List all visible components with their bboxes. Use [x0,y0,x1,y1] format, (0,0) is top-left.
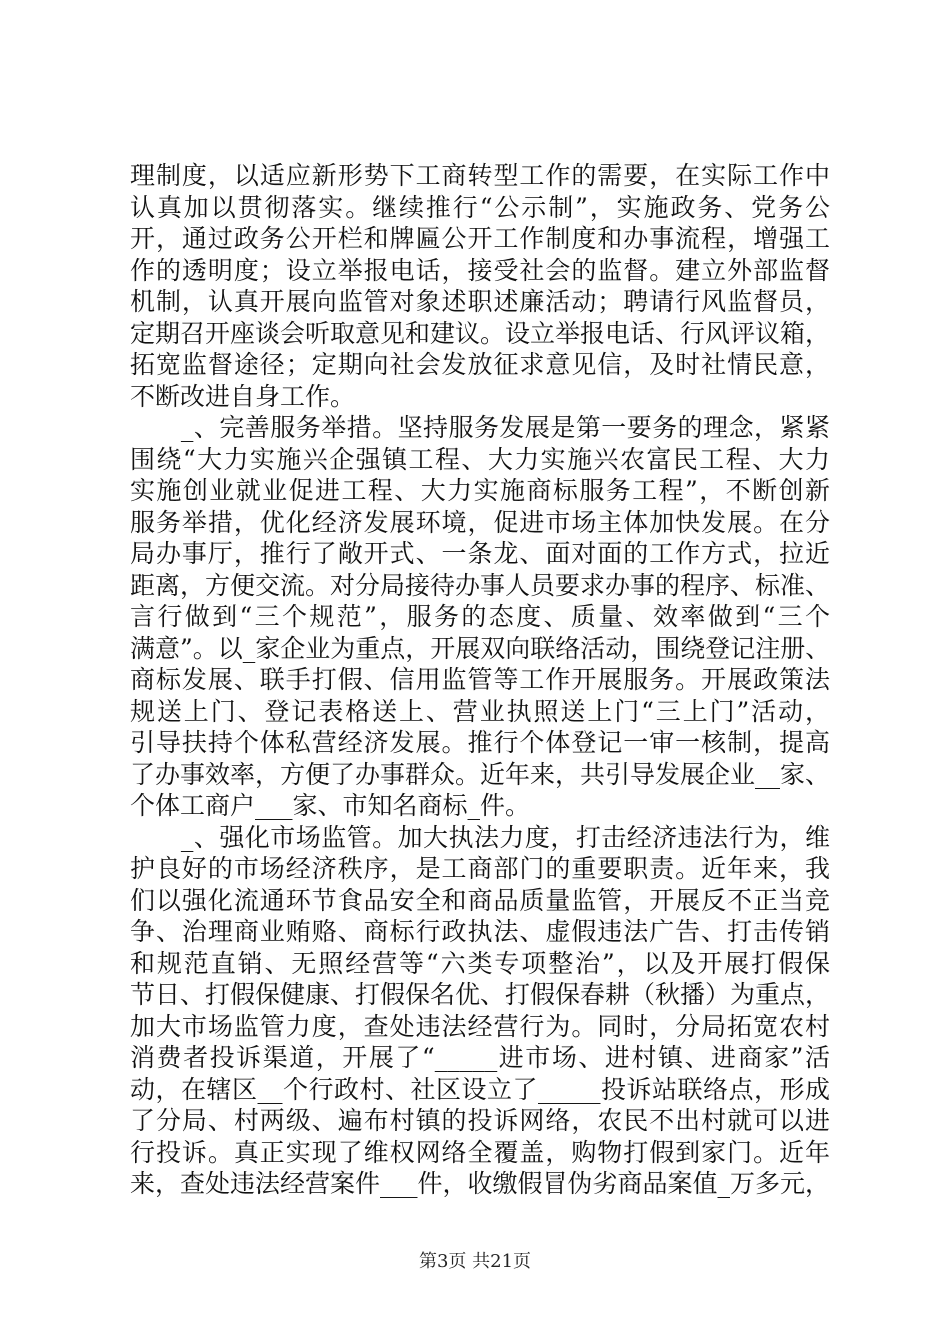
text-line [130,381,830,413]
text-line [130,633,830,665]
text-line-content: 定期召开座谈会听取意见和建议。设立举报电话、行风评议箱， [130,318,831,348]
text-line-content: 个体工商户___家、市知名商标_件。 [130,791,531,820]
text-line-content: 言行做到“三个规范”，服务的态度、质量、效率做到“三个 [130,602,830,631]
text-line-content: _、完善服务举措。坚持服务发展是第一要务的理念，紧紧 [130,413,830,442]
text-line [130,853,830,885]
text-line-content: 规送上门、登记表格送上、营业执照送上门“三上门”活动， [130,696,830,726]
text-line-content: 来，查处违法经营案件___件，收缴假冒伪劣商品案值_万多元， [130,1169,831,1198]
text-line-content: 争、治理商业贿赂、商标行政执法、虚假违法广告、打击传销 [130,917,830,946]
text-line [130,759,830,791]
text-line-content: 加大市场监管力度，查处违法经营行为。同时，分局拓宽农村 [130,1011,830,1041]
text-line-content: 拓宽监督途径；定期向社会发放征求意见信，及时社情民意， [130,350,830,379]
text-line-content: 消费者投诉渠道，开展了“_____进市场、进村镇、进商家”活 [130,1043,830,1072]
text-line-content: 开，通过政务公开栏和牌匾公开工作制度和办事流程，增强工 [130,224,830,253]
text-line-content: 行投诉。真正实现了维权网络全覆盖，购物打假到家门。近年 [130,1137,830,1167]
text-line [130,318,830,350]
text-line [130,507,830,539]
text-line-content: 局办事厅，推行了敞开式、一条龙、面对面的工作方式，拉近 [130,539,830,568]
text-line-content: 护良好的市场经济秩序，是工商部门的重要职责。近年来，我 [130,854,830,883]
text-line [130,601,830,633]
text-line [130,570,830,602]
text-line [130,664,830,696]
page-footer: 第3页 共21页 [418,1251,532,1272]
text-line [130,286,830,318]
text-line [130,1105,830,1137]
document-body [130,160,830,1200]
text-line [130,538,830,570]
text-line-content: 机制，认真开展向监管对象述职述廉活动；聘请行风监督员， [130,287,830,316]
text-line [130,160,830,192]
text-line-content: 们以强化流通环节食品安全和商品质量监管，开展反不正当竞 [130,885,830,915]
text-line [130,444,830,476]
text-line-content: 不断改进自身工作。 [130,381,356,411]
text-line [130,349,830,381]
text-line [130,885,830,917]
text-line-content: 和规范直销、无照经营等“六类专项整治”，以及开展打假保 [130,948,830,978]
text-line [130,790,830,822]
text-line-content: 节日、打假保健康、打假保名优、打假保春耕（秋播）为重点， [130,980,831,1009]
text-line-content: 动，在辖区__个行政村、社区设立了_____投诉站联络点，形成 [130,1074,830,1104]
text-line-content: 理制度，以适应新形势下工商转型工作的需要，在实际工作中 [130,161,830,190]
text-line [130,255,830,287]
text-line [130,192,830,224]
text-line-content: 认真加以贯彻落实。继续推行“公示制”，实施政务、党务公 [130,192,830,222]
text-line [130,727,830,759]
text-line-content: 了分局、村两级、遍布村镇的投诉网络，农民不出村就可以进 [130,1106,830,1135]
text-line-content: 商标发展、联手打假、信用监管等工作开展服务。开展政策法 [130,665,830,694]
text-line-content: _、强化市场监管。加大执法力度，打击经济违法行为，维 [130,822,830,852]
text-line [130,1137,830,1169]
text-line [130,822,830,854]
text-line [130,948,830,980]
text-line [130,1042,830,1074]
text-line [130,1074,830,1106]
text-line [130,1168,830,1200]
text-line [130,979,830,1011]
text-line [130,475,830,507]
text-line-content: 引导扶持个体私营经济发展。推行个体登记一审一核制，提高 [130,728,830,757]
text-line [130,223,830,255]
text-line [130,1011,830,1043]
text-line-content: 实施创业就业促进工程、大力实施商标服务工程”，不断创新 [130,476,830,505]
text-line [130,916,830,948]
text-line-content: 作的透明度；设立举报电话，接受社会的监督。建立外部监督 [130,255,830,285]
text-line-content: 了办事效率，方便了办事群众。近年来，共引导发展企业__家、 [130,759,831,789]
text-line-content: 满意”。以_家企业为重点，开展双向联络活动，围绕登记注册、 [130,633,831,663]
text-line-content: 服务举措，优化经济发展环境，促进市场主体加快发展。在分 [130,507,830,537]
text-line [130,412,830,444]
text-line [130,696,830,728]
text-line-content: 围绕“大力实施兴企强镇工程、大力实施兴农富民工程、大力 [130,444,830,474]
text-line-content: 距离，方便交流。对分局接待办事人员要求办事的程序、标准、 [130,570,831,600]
